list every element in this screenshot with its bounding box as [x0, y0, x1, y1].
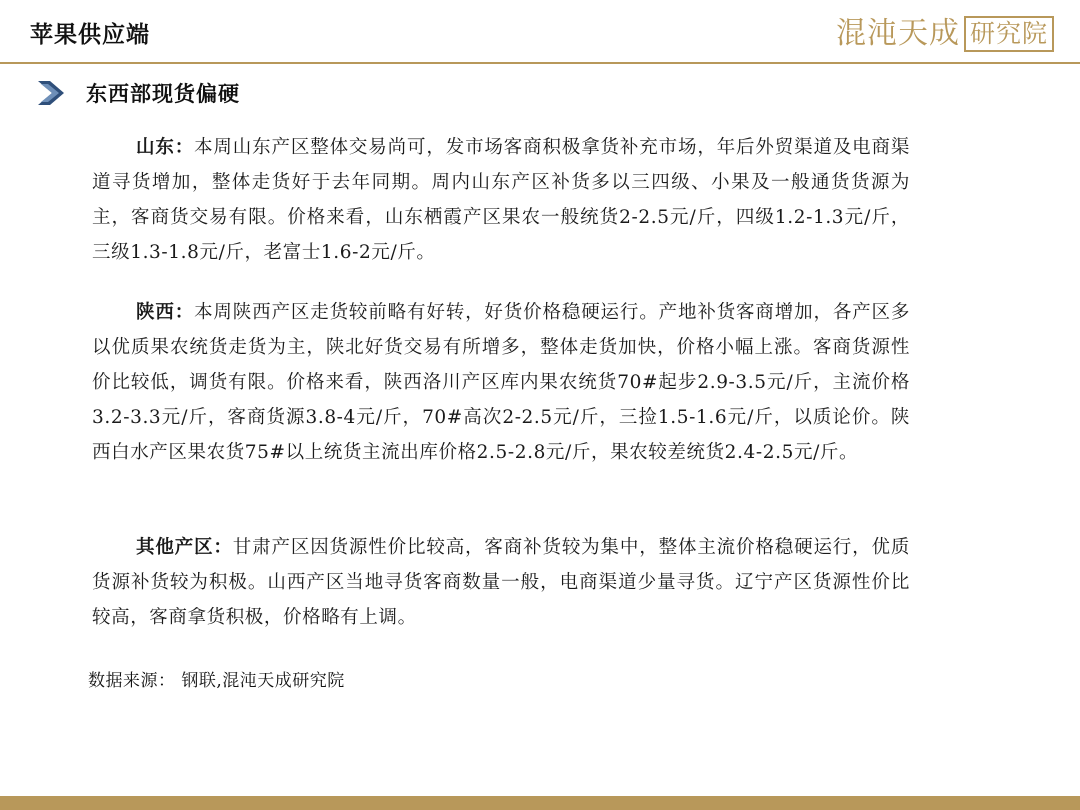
logo — [836, 14, 1054, 54]
paragraph-shaanxi — [92, 295, 910, 470]
paragraph-lead: 山东： — [136, 137, 195, 158]
page-title: 苹果供应端 — [30, 21, 150, 48]
section-title: 东西部现货偏硬 — [86, 81, 240, 106]
paragraph-text: 本周陕西产区走货较前略有好转，好货价格稳硬运行。产地补货客商增加，各产区多以优质果农统货走货为主，陕北好货交易有所增多，整体走货加快，价格小幅上涨。客商货源性价比较低，调货有限。价格来看，陕西洛川产区库内果农统货70#起步2.9-3.5元/斤，主流价格3.2-3.3元/斤，客商货源3.8-4元/斤，70#高次2-2.5元/斤，三捡1.5-1.6元/斤，以质论价。陕西白水产区果农货75#以上统货主流出库价格2.5-2.8元/斤，果农较差统货2.4-2.5元/斤。 — [92, 302, 910, 463]
paragraph-text: 本周山东产区整体交易尚可，发市场客商积极拿货补充市场，年后外贸渠道及电商渠道寻货增加，整体走货好于去年同期。周内山东产区补货多以三四级、小果及一般通货货源为主，客商货交易有限。价格来看，山东栖霞产区果农一般统货2-2.5元/斤，四级1.2-1.3元/斤，三级1.3-1.8元/斤，老富士1.6-2元/斤。 — [92, 137, 910, 263]
header-divider — [0, 62, 1080, 64]
paragraph-text: 甘肃产区因货源性价比较高，客商补货较为集中，整体主流价格稳硬运行，优质货源补货较为积极。山西产区当地寻货客商数量一般，电商渠道少量寻货。辽宁产区货源性价比较高，客商拿货积极，价格略有上调。 — [92, 537, 910, 628]
paragraph-other-regions — [92, 530, 910, 635]
paragraph-lead: 陕西： — [136, 302, 195, 323]
section-heading — [36, 78, 240, 108]
footer-bar — [0, 796, 1080, 810]
logo-box: 研究院 — [964, 16, 1054, 52]
paragraph-shandong — [92, 130, 910, 270]
logo-name: 混沌天成 — [835, 16, 960, 51]
chevron-right-icon — [36, 80, 66, 106]
data-source-note: 数据来源： 钢联,混沌天成研究院 — [88, 671, 345, 691]
paragraph-lead: 其他产区： — [136, 537, 233, 558]
